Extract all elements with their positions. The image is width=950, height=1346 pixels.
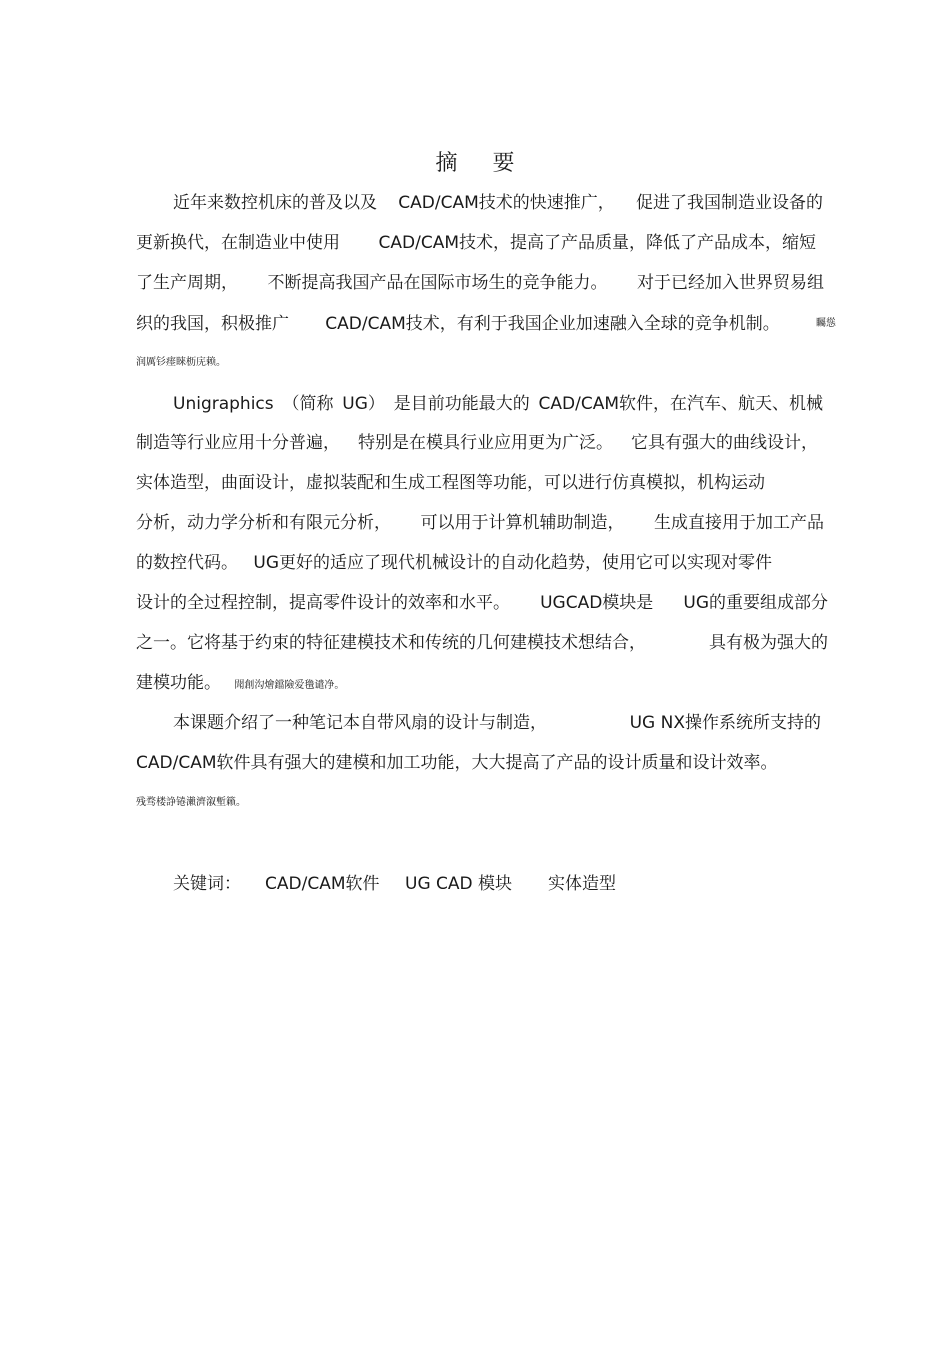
- text: 近年来数控机床的普及以及: [173, 193, 377, 213]
- keyword-1: CAD/CAM软件: [265, 874, 380, 894]
- text: CAD/CAM技术，提高了产品质量，降低了产品成本，缩短: [378, 233, 816, 253]
- p2-line-2: [136, 430, 818, 456]
- p3-line-3: 残骛楼諍锩瀨濟溆塹籟。: [136, 797, 246, 808]
- text: 本课题介绍了一种笔记本自带风扇的设计与制造，: [173, 713, 547, 733]
- text: 之一。它将基于约束的特征建模技术和传统的几何建模技术想结合，: [136, 633, 646, 653]
- text: 织的我国，积极推广: [136, 314, 289, 334]
- p2-line-8: [136, 670, 836, 696]
- p3-line-1: [173, 710, 821, 736]
- text: 更新换代，在制造业中使用: [136, 233, 340, 253]
- p1-line-5: 润厲钐瘗睞枥庑赖。: [136, 357, 226, 368]
- text: 可以用于计算机辅助制造，: [420, 513, 625, 533]
- text: CAD/CAM软件，在汽车、航天、机械: [538, 394, 823, 414]
- text: UGCAD模块是: [540, 593, 654, 613]
- text: 聞創沟燴鐺險爱氇谴净。: [234, 680, 345, 691]
- p1-line-2: [136, 230, 816, 256]
- text: 设计的全过程控制，提高零件设计的效率和水平。: [136, 593, 510, 613]
- text: Unigraphics: [173, 394, 274, 414]
- text: 了生产周期，: [136, 273, 238, 293]
- text: 是目前功能最大的: [393, 394, 530, 414]
- text: 促进了我国制造业设备的: [635, 193, 823, 213]
- text: CAD/CAM技术的快速推广，: [398, 193, 615, 213]
- text: 特别是在模具行业应用更为广泛。: [358, 433, 613, 453]
- p1-line-3: [136, 270, 824, 296]
- p2-line-3: 实体造型，曲面设计，虚拟装配和生成工程图等功能，可以进行仿真模拟，机构运动: [136, 473, 765, 493]
- text: UG的重要组成部分: [683, 593, 828, 613]
- text: 生成直接用于加工产品: [654, 513, 824, 533]
- text: 制造等行业应用十分普遍，: [136, 433, 340, 453]
- abstract-title: 摘 要: [435, 151, 529, 176]
- p3-line-2: CAD/CAM软件具有强大的建模和加工功能，大大提高了产品的设计质量和设计效率。: [136, 753, 778, 773]
- keyword-2: UG CAD 模块: [405, 874, 513, 894]
- p2-line-5: [136, 550, 836, 576]
- p1-line-1: [173, 190, 823, 216]
- p2-line-1: [173, 391, 823, 417]
- text: （简称: [282, 394, 334, 414]
- text: 矚慫: [815, 318, 836, 329]
- text: 的数控代码。: [136, 553, 238, 573]
- text: 分析，动力学分析和有限元分析，: [136, 513, 391, 533]
- text: UG NX操作系统所支持的: [629, 713, 821, 733]
- p2-line-4: [136, 510, 824, 536]
- keywords-label: 关键词：: [173, 874, 241, 894]
- p1-line-4: [136, 311, 836, 337]
- text: 它具有强大的曲线设计，: [631, 433, 818, 453]
- p2-line-7: [136, 630, 828, 656]
- text: 对于已经加入世界贸易组: [637, 273, 824, 293]
- text: 不断提高我国产品在国际市场生的竞争能力。: [267, 273, 608, 293]
- text: UG）: [342, 394, 385, 414]
- keyword-3: 实体造型: [548, 874, 616, 894]
- text: CAD/CAM技术，有利于我国企业加速融入全球的竞争机制。: [325, 314, 780, 334]
- text: 建模功能。: [136, 673, 221, 693]
- text: UG更好的适应了现代机械设计的自动化趋势，使用它可以实现对零件: [253, 553, 773, 573]
- text: 具有极为强大的: [709, 633, 828, 653]
- p2-line-6: [136, 590, 828, 616]
